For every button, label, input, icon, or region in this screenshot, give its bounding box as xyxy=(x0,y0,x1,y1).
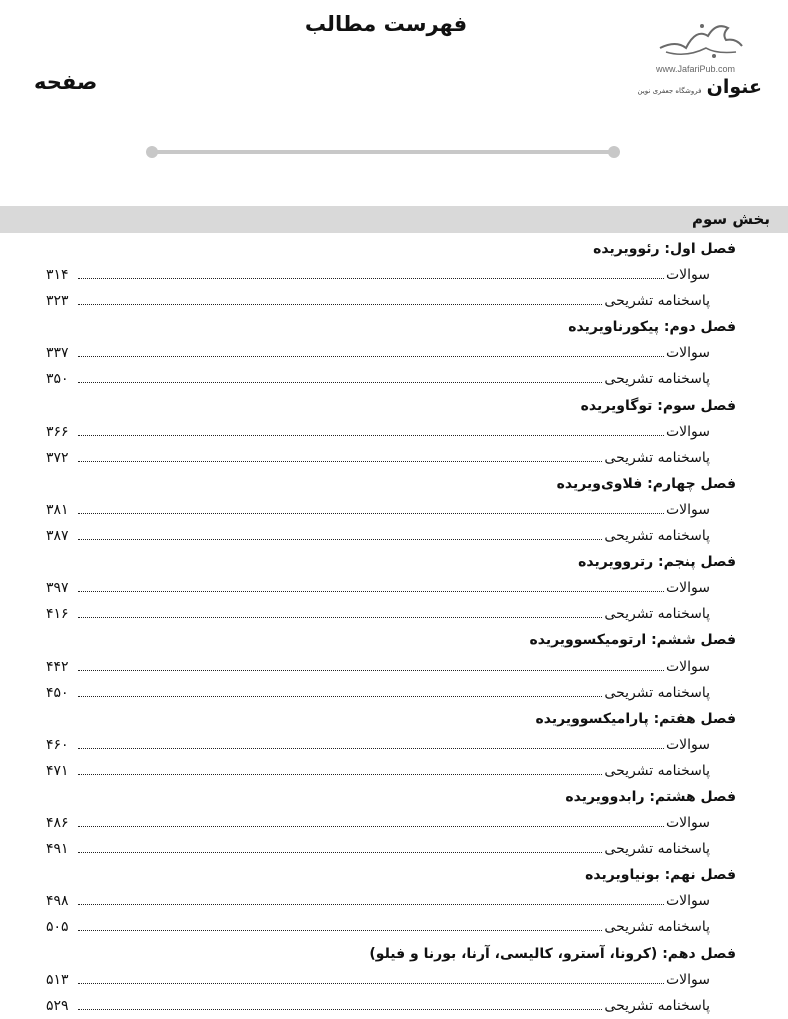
section-band xyxy=(0,206,788,233)
chapter-heading[interactable]: فصل هفتم: پارامیکسوویریده xyxy=(535,710,736,727)
dot-leader xyxy=(78,993,602,1010)
toc-entry-label: سوالات xyxy=(665,580,710,597)
page-number: ۴۸۶ xyxy=(46,815,69,832)
dot-leader xyxy=(78,445,602,462)
page-number: ۴۴۲ xyxy=(46,658,69,675)
dot-leader xyxy=(78,836,602,853)
toc-entry-label: پاسخنامه تشریحی xyxy=(604,684,710,701)
chapter-heading[interactable]: فصل دوم: پیکورناویریده xyxy=(568,319,736,336)
toc-entry-label: پاسخنامه تشریحی xyxy=(604,606,710,623)
chapter-heading[interactable]: فصل چهارم: فلاوی‌ویریده xyxy=(556,475,736,492)
toc-entry-label: سوالات xyxy=(665,971,710,988)
dot-leader xyxy=(78,654,664,671)
page-number: ۳۵۰ xyxy=(46,371,69,388)
toc-entry[interactable] xyxy=(0,262,788,288)
toc-entry[interactable] xyxy=(0,497,788,523)
dot-leader xyxy=(78,497,664,514)
dot-leader xyxy=(78,601,602,618)
decorative-rule xyxy=(152,150,614,154)
logo-mark-icon xyxy=(656,18,746,62)
logo-wordmark xyxy=(634,76,762,98)
toc-entry[interactable] xyxy=(0,680,788,706)
toc-entry[interactable] xyxy=(0,366,788,392)
page-number: ۵۰۵ xyxy=(46,919,69,936)
section-title: بخش سوم xyxy=(691,210,770,228)
page-number: ۴۹۸ xyxy=(46,893,69,910)
toc-entry[interactable] xyxy=(0,419,788,445)
chapter-heading[interactable]: فصل پنجم: رتروویریده xyxy=(578,554,736,571)
rule-end-dot xyxy=(608,146,620,158)
chapter-heading[interactable]: فصل سوم: توگاویریده xyxy=(580,397,736,414)
toc-entry[interactable] xyxy=(0,967,788,993)
dot-leader xyxy=(78,262,664,279)
chapter-heading[interactable]: فصل ششم: ارتومیکسوویریده xyxy=(529,632,736,649)
dot-leader xyxy=(78,914,602,931)
toc-entry-label: سوالات xyxy=(665,423,710,440)
toc-entry[interactable] xyxy=(0,445,788,471)
page-number: ۴۱۶ xyxy=(46,606,69,623)
chapter-heading[interactable]: فصل دهم: (کرونا، آسترو، کالیسی، آرنا، بورنا و فیلو) xyxy=(369,945,736,962)
page-number: ۳۱۴ xyxy=(46,267,69,284)
toc-entry-label: پاسخنامه تشریحی xyxy=(604,841,710,858)
toc-entry-label: سوالات xyxy=(665,501,710,518)
toc-entry[interactable] xyxy=(0,340,788,366)
page-number: ۳۷۲ xyxy=(46,449,69,466)
dot-leader xyxy=(78,340,664,357)
toc-entry[interactable] xyxy=(0,758,788,784)
page-number: ۳۸۷ xyxy=(46,528,69,545)
toc-entry[interactable] xyxy=(0,810,788,836)
toc-entry[interactable] xyxy=(0,914,788,940)
page-number: ۴۵۰ xyxy=(46,684,69,701)
chapter-heading[interactable]: فصل اول: رئوویریده xyxy=(593,241,736,257)
page-number: ۳۳۷ xyxy=(46,345,69,362)
toc-entry-label: پاسخنامه تشریحی xyxy=(604,528,710,545)
chapter-heading[interactable]: فصل نهم: بونیاویریده xyxy=(585,867,736,884)
page-number: ۴۶۰ xyxy=(46,736,69,753)
toc-entry-label: پاسخنامه تشریحی xyxy=(604,997,710,1014)
toc-entry-label: سوالات xyxy=(665,267,710,284)
logo-word: عنوان xyxy=(706,76,762,98)
dot-leader xyxy=(78,967,664,984)
toc-entry[interactable] xyxy=(0,836,788,862)
dot-leader xyxy=(78,888,664,905)
toc-entry-label: پاسخنامه تشریحی xyxy=(604,919,710,936)
dot-leader xyxy=(78,523,602,540)
toc-entry-label: سوالات xyxy=(665,893,710,910)
publisher-logo xyxy=(634,18,764,98)
page-number: ۳۲۳ xyxy=(46,293,69,310)
toc-entry-label: سوالات xyxy=(665,658,710,675)
page-number: ۵۱۳ xyxy=(46,971,69,988)
dot-leader xyxy=(78,680,602,697)
page-number: ۵۲۹ xyxy=(46,997,69,1014)
toc-entry-label: سوالات xyxy=(665,815,710,832)
toc-entry[interactable] xyxy=(0,288,788,314)
rule-end-dot xyxy=(146,146,158,158)
page-number: ۴۹۱ xyxy=(46,841,69,858)
table-of-contents xyxy=(0,236,788,1019)
toc-entry[interactable] xyxy=(0,654,788,680)
dot-leader xyxy=(78,575,664,592)
page-number: ۳۹۷ xyxy=(46,580,69,597)
dot-leader xyxy=(78,366,602,383)
page-number: ۳۶۶ xyxy=(46,423,69,440)
page-number: ۳۸۱ xyxy=(46,501,69,518)
page-column-label: صفحه xyxy=(34,70,98,94)
toc-entry-label: پاسخنامه تشریحی xyxy=(604,293,710,310)
toc-entry[interactable] xyxy=(0,732,788,758)
page-title: فهرست مطالب xyxy=(304,12,468,36)
toc-entry-label: پاسخنامه تشریحی xyxy=(604,762,710,779)
toc-entry-label: پاسخنامه تشریحی xyxy=(604,371,710,388)
toc-entry-label: سوالات xyxy=(665,736,710,753)
dot-leader xyxy=(78,419,664,436)
toc-entry[interactable] xyxy=(0,993,788,1019)
dot-leader xyxy=(78,732,664,749)
logo-tagline: فروشگاه جعفری نوین xyxy=(637,87,702,95)
page-number: ۴۷۱ xyxy=(46,762,69,779)
dot-leader xyxy=(78,810,664,827)
toc-entry[interactable] xyxy=(0,575,788,601)
toc-entry[interactable] xyxy=(0,523,788,549)
toc-entry-label: سوالات xyxy=(665,345,710,362)
dot-leader xyxy=(78,758,602,775)
dot-leader xyxy=(78,288,602,305)
toc-entry-label: پاسخنامه تشریحی xyxy=(604,449,710,466)
chapter-heading[interactable]: فصل هشتم: رابدوویریده xyxy=(565,788,736,805)
logo-site-url: www.JafariPub.com xyxy=(656,64,736,74)
toc-entry[interactable] xyxy=(0,888,788,914)
toc-entry[interactable] xyxy=(0,601,788,627)
